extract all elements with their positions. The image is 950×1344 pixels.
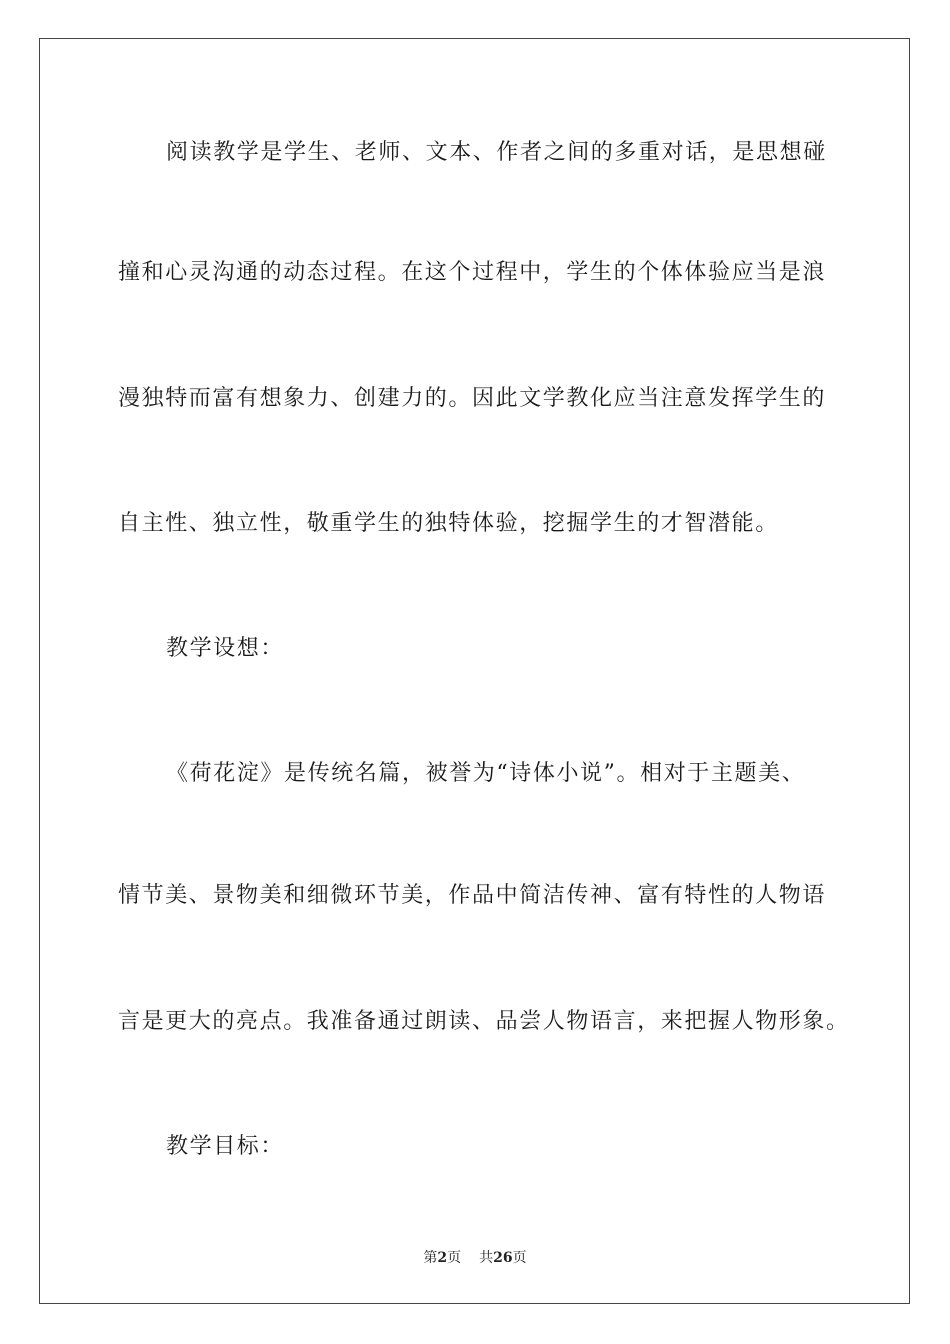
total-prefix: 共 — [479, 1250, 494, 1266]
page-suffix: 页 — [447, 1250, 462, 1266]
paragraph-1-line-2: 撞和心灵沟通的动态过程。在这个过程中，学生的个体体验应当是浪 — [118, 260, 827, 285]
paragraph-1-line-1: 阅读教学是学生、老师、文本、作者之间的多重对话，是思想碰 — [166, 140, 827, 165]
page-number: 2 — [437, 1250, 448, 1266]
page-footer — [0, 1249, 950, 1267]
page-prefix: 第 — [423, 1250, 438, 1266]
heading-teaching-goals: 教学目标： — [166, 1134, 285, 1159]
total-pages: 26 — [493, 1250, 513, 1266]
paragraph-2-line-2: 情节美、景物美和细微环节美，作品中简洁传神、富有特性的人物语 — [118, 883, 827, 908]
paragraph-2-line-3: 言是更大的亮点。我准备通过朗读、品尝人物语言，来把握人物形象。 — [118, 1009, 850, 1034]
page-border — [39, 38, 910, 1304]
heading-teaching-idea: 教学设想： — [166, 636, 285, 661]
paragraph-1-line-4: 自主性、独立性，敬重学生的独特体验，挖掘学生的才智潜能。 — [118, 511, 779, 536]
total-suffix: 页 — [512, 1250, 527, 1266]
paragraph-2-line-1: 《荷花淀》是传统名篇，被誉为“诗体小说”。相对于主题美、 — [166, 761, 806, 786]
paragraph-1-line-3: 漫独特而富有想象力、创建力的。因此文学教化应当注意发挥学生的 — [118, 386, 827, 411]
